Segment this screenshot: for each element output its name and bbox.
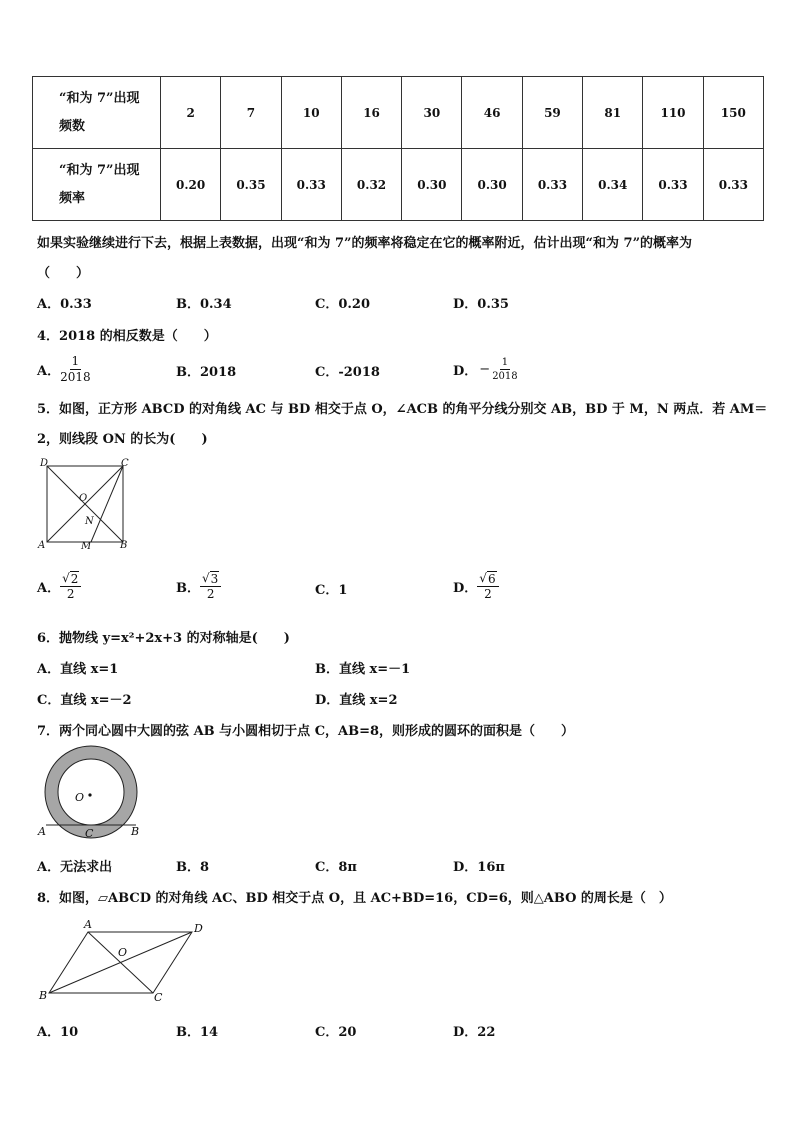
- denominator: 2018: [60, 369, 91, 384]
- table-cell: 2: [161, 77, 221, 149]
- table-cell: 7: [221, 77, 281, 149]
- denominator: 2: [484, 586, 492, 601]
- fraction: [200, 571, 221, 602]
- radicand: 3: [210, 571, 219, 586]
- table-row: [33, 77, 764, 149]
- label-n: N: [85, 516, 94, 527]
- option-label: A．: [37, 580, 61, 596]
- table-cell: 0.30: [402, 149, 462, 221]
- fraction: [60, 571, 81, 602]
- q3-option-c: C．0.20: [315, 297, 371, 312]
- label-a: A: [84, 918, 92, 931]
- minus-sign: −: [479, 361, 491, 377]
- option-label: B．: [176, 580, 200, 596]
- option-label: D．: [453, 580, 478, 596]
- q7-option-b: B．8: [176, 860, 210, 875]
- numerator: [60, 571, 81, 587]
- sqrt: √ 6: [479, 570, 496, 586]
- label-a: A: [38, 540, 46, 551]
- numerator: [200, 571, 221, 587]
- q5-option-c: C．1: [315, 583, 348, 598]
- numerator: [477, 571, 498, 587]
- q5-option-d: [453, 566, 499, 606]
- label-c: C: [121, 458, 129, 469]
- q4-option-b: B．2018: [176, 365, 237, 380]
- label-c: C: [154, 991, 163, 1004]
- annulus-figure: [35, 744, 147, 842]
- q5-option-b: [176, 566, 221, 606]
- table-cell: 0.32: [341, 149, 401, 221]
- square-figure: [35, 456, 135, 552]
- radicand: 2: [70, 571, 79, 586]
- fraction: [60, 354, 91, 385]
- q3-text: 如果实验继续进行下去，根据上表数据，出现“和为 7”的频率将稳定在它的概率附近，估计出现“和为 7”的概率为: [37, 236, 693, 251]
- numerator: 1: [71, 353, 80, 368]
- diagonal-bd: [49, 932, 192, 993]
- table-cell: 0.35: [221, 149, 281, 221]
- option-label: A．: [37, 363, 61, 379]
- q4-option-d: [453, 351, 518, 387]
- table-cell: 0.33: [643, 149, 703, 221]
- center-dot: [88, 793, 91, 796]
- table-cell: 0.33: [522, 149, 582, 221]
- label-m: M: [81, 541, 92, 552]
- table-cell: 0.34: [583, 149, 643, 221]
- q6-option-b: B．直线 x=－1: [315, 662, 411, 677]
- denominator: 2: [66, 586, 75, 601]
- label-a: A: [38, 825, 46, 838]
- label-d: D: [194, 922, 203, 935]
- q4-option-c: C．-2018: [315, 365, 380, 380]
- q6-option-d: D．直线 x=2: [315, 693, 398, 708]
- small-circle: [58, 759, 124, 825]
- table-cell: 0.33: [703, 149, 763, 221]
- frequency-table: [32, 76, 764, 221]
- table-cell: 59: [522, 77, 582, 149]
- table-cell: 0.33: [281, 149, 341, 221]
- numerator: 1: [501, 356, 509, 368]
- label-d: D: [40, 458, 49, 469]
- table-cell: 81: [583, 77, 643, 149]
- q5-line2: 2，则线段 ON 的长为( ): [37, 432, 208, 447]
- table-cell: 0.30: [462, 149, 522, 221]
- table-cell: 46: [462, 77, 522, 149]
- table-cell: 10: [281, 77, 341, 149]
- q4-stem: 4．2018 的相反数是（ ）: [37, 329, 217, 344]
- table-row: [33, 149, 764, 221]
- q7-option-c: C．8π: [315, 860, 357, 875]
- q6-stem: 6．抛物线 y=x²+2x+3 的对称轴是( ): [37, 631, 290, 646]
- bisector-cm: [91, 466, 123, 542]
- q6-option-a: A．直线 x=1: [37, 662, 119, 677]
- label-b: B: [39, 989, 48, 1002]
- fraction: [477, 571, 498, 602]
- table-row-label: “和为 7”出现频率: [33, 149, 161, 221]
- parallelogram-figure: [35, 914, 215, 1006]
- q8-option-b: B．14: [176, 1025, 219, 1040]
- sqrt: √ 3: [202, 570, 219, 586]
- q8-option-d: D．22: [453, 1025, 496, 1040]
- q8-stem: 8．如图，▱ABCD 的对角线 AC、BD 相交于点 O，且 AC+BD=16，CD=6，则△ABO 的周长是（ ）: [37, 891, 672, 906]
- table-row-label: “和为 7”出现频数: [33, 77, 161, 149]
- q3-option-b: B．0.34: [176, 297, 232, 312]
- q8-option-a: A．10: [37, 1025, 79, 1040]
- q8-option-c: C．20: [315, 1025, 357, 1040]
- q3-option-d: D．0.35: [453, 297, 509, 312]
- table-cell: 150: [703, 77, 763, 149]
- label-b: B: [131, 825, 140, 838]
- label-o: O: [79, 493, 88, 504]
- table-cell: 30: [402, 77, 462, 149]
- q7-option-d: D．16π: [453, 860, 505, 875]
- label-o: O: [118, 946, 128, 959]
- q7-stem: 7．两个同心圆中大圆的弦 AB 与小圆相切于点 C，AB=8，则形成的圆环的面积是（ ）: [37, 724, 575, 739]
- q6-option-c: C．直线 x=－2: [37, 693, 132, 708]
- denominator: 2: [206, 586, 215, 601]
- label-b: B: [120, 540, 128, 551]
- q5-option-a: [37, 566, 81, 606]
- sqrt: √ 2: [62, 570, 79, 586]
- label-c: C: [85, 827, 94, 840]
- label-o: O: [75, 791, 85, 804]
- option-label: D．: [453, 363, 478, 379]
- radicand: 6: [487, 571, 496, 586]
- q4-option-a: [37, 351, 91, 387]
- table-cell: 0.20: [161, 149, 221, 221]
- q5-line1: 5．如图，正方形 ABCD 的对角线 AC 与 BD 相交于点 O，∠ACB 的角平分线分别交 AB，BD 于 M，N 两点．若 AM＝: [37, 402, 768, 417]
- q3-paren: （ ）: [37, 266, 90, 281]
- table-cell: 16: [341, 77, 401, 149]
- q7-option-a: A．无法求出: [37, 860, 113, 875]
- q3-option-a: A．0.33: [37, 297, 92, 312]
- table-cell: 110: [643, 77, 703, 149]
- denominator: 2018: [492, 370, 518, 382]
- fraction: [492, 356, 517, 383]
